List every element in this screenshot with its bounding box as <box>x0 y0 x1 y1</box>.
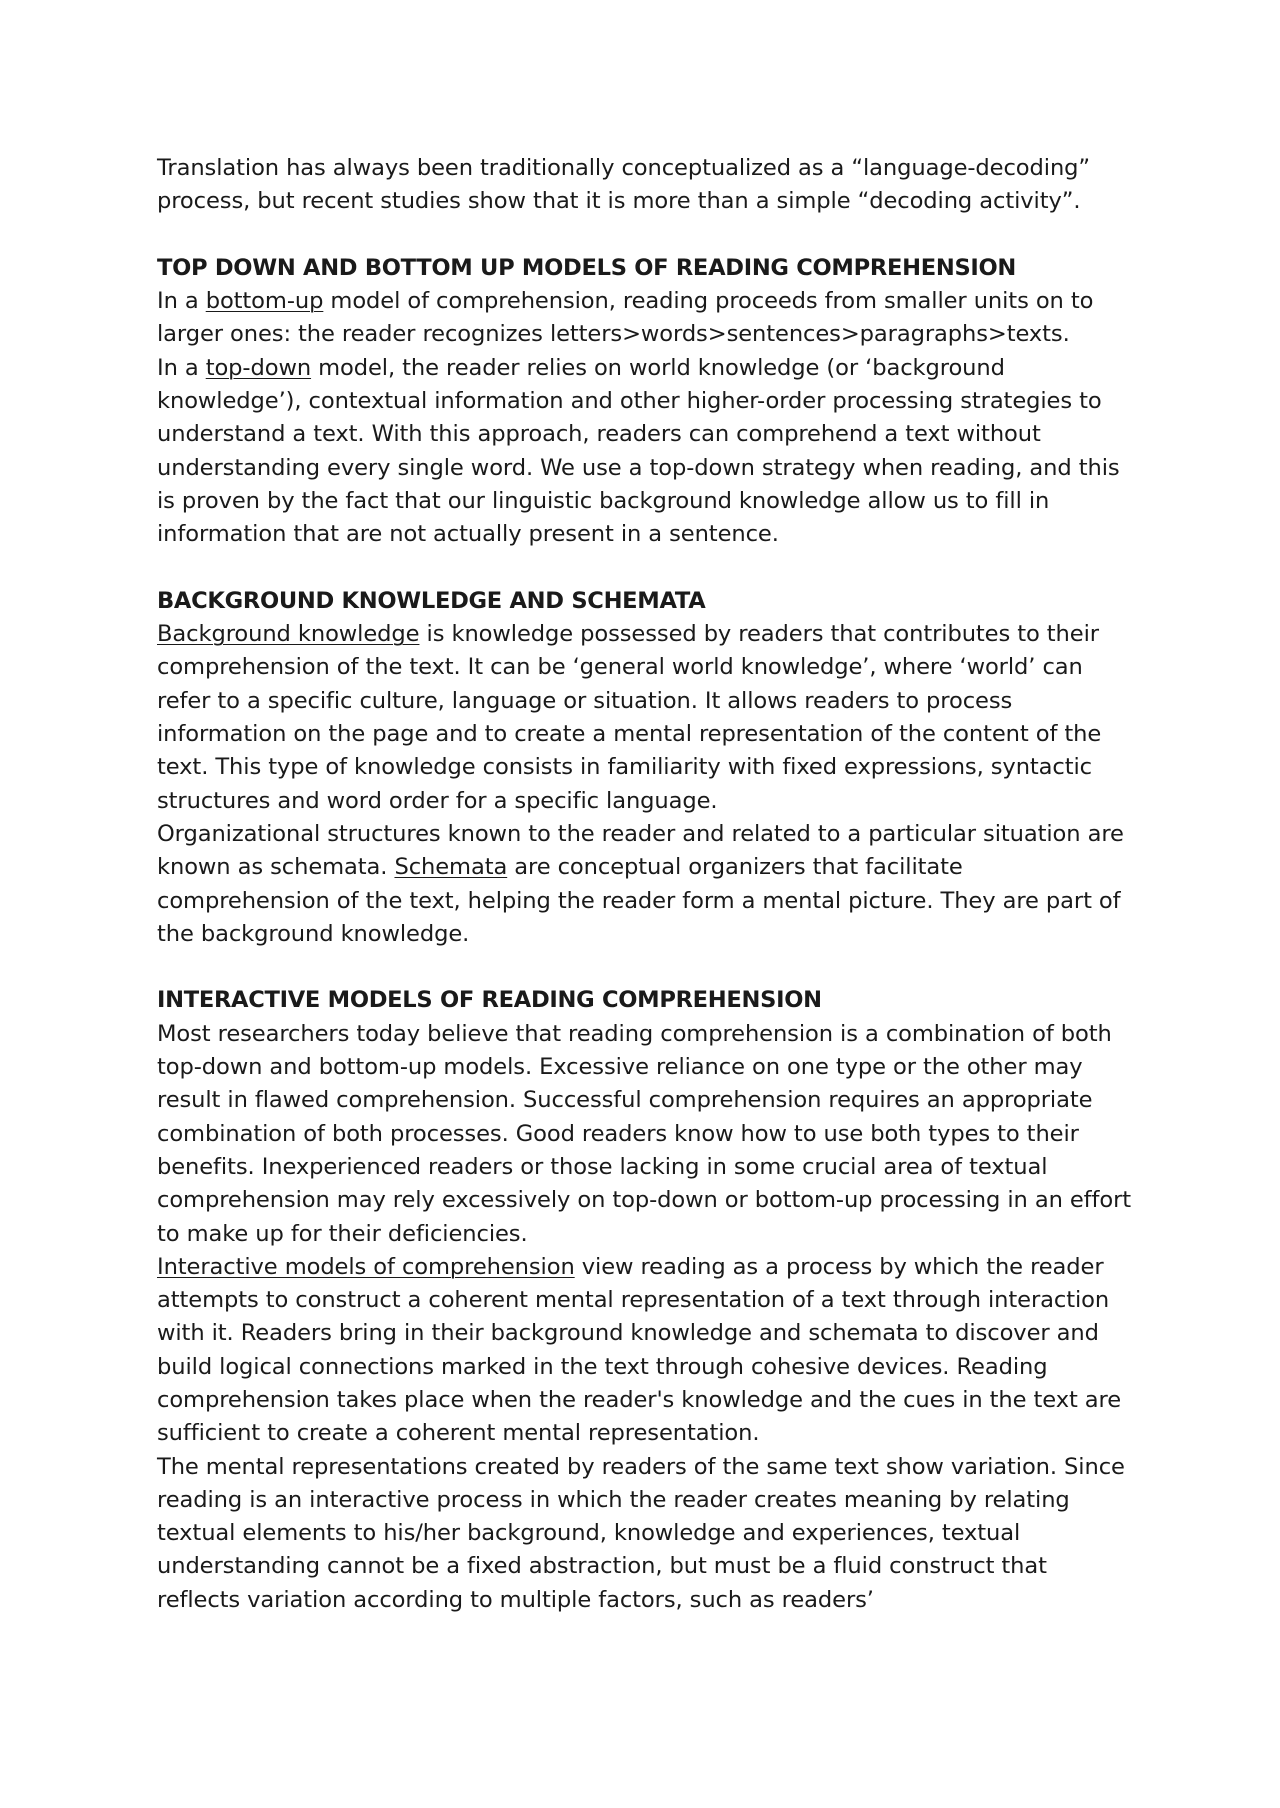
mental-representation-paragraph: The mental representations created by readers of the same text show variation. Since reading is an interactive process in which the reader creates meaning by relating textual elements to his/her background, knowledge and experiences, textual understanding cannot be a fixed abstraction, but must be a fluid construct that reflects variation according to multiple factors, such as readers’ <box>157 1453 1125 1613</box>
text-run: Organizational structures known to the reader and related to a particular situation are known as schemata. <box>157 820 1124 881</box>
section-heading-interactive-models: INTERACTIVE MODELS OF READING COMPREHENSION <box>157 987 822 1014</box>
term-bottom-up: bottom-up <box>205 288 324 315</box>
term-schemata: Schemata <box>394 854 508 881</box>
text-run: view reading as a process by which the reader attempts to construct a coherent mental representation of a text through interaction with it. Readers bring in their background knowledge and schemata to discover and build logical connections marked in the text through cohesive devices. Reading comprehension takes place when the reader's knowledge and the cues in the text are sufficient to create a coherent mental representation. <box>157 1253 1122 1447</box>
text-run: is knowledge possessed by readers that contributes to their comprehension of the text. It can be ‘general world knowledge’, where ‘world’ can refer to a specific culture, language or situation. It allows readers to process information on the page and to create a mental representation of the content of the text. This type of knowledge consists in familiarity with fixed expressions, syntactic structures and word order for a specific language. <box>157 621 1102 814</box>
paragraph-gap <box>157 552 1137 585</box>
background-knowledge-paragraph <box>157 618 1137 818</box>
text-run: In a <box>157 354 206 381</box>
term-background-knowledge: Background knowledge <box>157 621 420 648</box>
intro-paragraph: Translation has always been traditionally conceptualized as a “language-decoding” process, but recent studies show that it is more than a simple “decoding activity”. <box>157 155 1091 215</box>
interactive-intro-paragraph: Most researchers today believe that reading comprehension is a combination of both top-down and bottom-up models. Excessive reliance on one type or the other may result in flawed comprehension. Successful comprehension requires an appropriate combination of both processes. Good readers know how to use both types to their benefits. Inexperienced readers or those lacking in some crucial area of textual comprehension may rely excessively on top-down or bottom-up processing in an effort to make up for their deficiencies. <box>157 1020 1132 1247</box>
text-run: model of comprehension, reading proceeds from smaller units on to larger ones: the reader recognizes letters>words>sentences>paragraphs>texts. <box>157 288 1094 348</box>
term-top-down: top-down <box>205 354 312 381</box>
text-run: are conceptual organizers that facilitate comprehension of the text, helping the reader form a mental picture. They are part of the background knowledge. <box>157 854 1121 947</box>
paragraph-gap <box>157 951 1137 984</box>
top-down-paragraph <box>157 352 1137 552</box>
document-page <box>157 152 1137 1617</box>
schemata-paragraph <box>157 818 1137 951</box>
section-heading-top-down-bottom-up: TOP DOWN AND BOTTOM UP MODELS OF READING COMPREHENSION <box>157 254 1017 281</box>
paragraph-gap <box>157 219 1137 252</box>
text-run: model, the reader relies on world knowledge (or ‘background knowledge’), contextual information and other higher-order processing strategies to understand a text. With this approach, readers can comprehend a text without understanding every single word. We use a top-down strategy when reading, and this is proven by the fact that our linguistic background knowledge allow us to fill in information that are not actually present in a sentence. <box>157 354 1120 548</box>
interactive-models-paragraph <box>157 1251 1137 1451</box>
text-run: In a <box>157 288 206 315</box>
section-heading-background-knowledge: BACKGROUND KNOWLEDGE AND SCHEMATA <box>157 587 706 614</box>
term-interactive-models: Interactive models of comprehension <box>157 1253 575 1280</box>
bottom-up-paragraph <box>157 285 1137 352</box>
